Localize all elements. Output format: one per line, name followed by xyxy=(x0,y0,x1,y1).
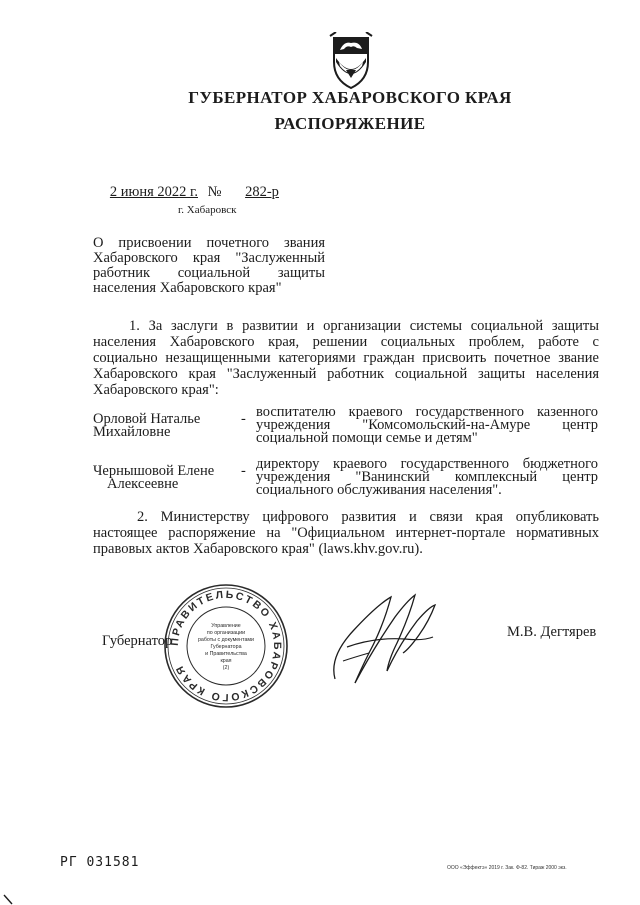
recipient-desc-line: социального обслуживания населения". xyxy=(256,482,502,498)
document-type-title: РАСПОРЯЖЕНИЕ xyxy=(274,114,426,133)
paragraph-line: 1. За заслуги в развитии и организации системы социальной защиты xyxy=(129,318,599,334)
seal-center-line: и Правительства xyxy=(205,651,247,657)
signatory-title: Губернатор xyxy=(102,633,173,649)
subject-line: О присвоении почетного звания xyxy=(93,235,325,251)
paragraph-line: правовых актов Хабаровского края" (laws.khv.gov.ru). xyxy=(93,541,423,557)
seal-center-line: по организации xyxy=(206,630,246,636)
coat-of-arms-icon xyxy=(326,32,376,90)
printer-imprint: ООО «Эффектэ» 2019 г. Зак. Ф-82. Тираж 2000 экз. xyxy=(447,865,567,871)
paragraph-line: 2. Министерству цифрового развития и связи края опубликовать xyxy=(137,509,599,525)
seal-ring-text: ПРАВИТЕЛЬСТВО ХАБАРОВСКОГО КРАЯ xyxy=(168,588,284,704)
recipient-1-dash: - xyxy=(241,411,246,427)
recipient-1-name xyxy=(93,413,243,439)
document-date: 2 июня 2022 г. xyxy=(109,184,198,200)
corner-mark-icon xyxy=(3,893,15,905)
recipient-name-line: Михайловне xyxy=(93,424,171,440)
document-date-line xyxy=(100,184,321,201)
recipient-2-description xyxy=(256,458,598,497)
paragraph-line: населения Хабаровского края, решении социальных проблем, работе с xyxy=(93,334,599,350)
handwritten-signature-icon xyxy=(325,587,443,691)
paragraph-line: настоящее распоряжение на "Официальном интернет-портале нормативных xyxy=(93,525,599,541)
document-authority-title: ГУБЕРНАТОР ХАБАРОВСКОГО КРАЯ xyxy=(188,88,512,107)
seal-center-line: работы с документами xyxy=(197,637,255,643)
seal-center-line: (2) xyxy=(222,665,230,671)
paragraph-1 xyxy=(93,318,599,398)
recipient-name-line: Чернышовой Елене xyxy=(93,463,215,479)
paragraph-2 xyxy=(93,509,599,557)
paragraph-line: Хабаровского края "Заслуженный работник социальной защиты населения xyxy=(93,366,599,382)
document-subject xyxy=(93,236,325,296)
recipient-desc-line: воспитателю краевого государственного казенного xyxy=(256,404,598,420)
paragraph-line: социально незащищенными категориями граждан присвоить почетное звание xyxy=(93,350,599,366)
recipient-desc-line: учреждения "Комсомольский-на-Амуре центр xyxy=(256,417,598,433)
number-label: № xyxy=(207,184,222,200)
recipient-desc-line: социальной помощи семье и детям" xyxy=(256,430,478,446)
recipient-name-line: Алексеевне xyxy=(107,476,179,492)
paragraph-line: Хабаровского края": xyxy=(93,382,219,398)
seal-center-line: края xyxy=(220,658,232,664)
document-city: г. Хабаровск xyxy=(178,204,237,216)
recipient-2-name xyxy=(93,465,243,491)
form-serial-number: РГ 031581 xyxy=(60,855,140,870)
signatory-name: М.В. Дегтярев xyxy=(507,624,597,640)
recipient-2-dash: - xyxy=(241,463,246,479)
seal-center-line: Управление xyxy=(211,623,241,629)
subject-line: Хабаровского края "Заслуженный xyxy=(93,250,325,266)
subject-line: работник социальной защиты xyxy=(93,265,325,281)
recipient-1-description xyxy=(256,406,598,445)
subject-line: населения Хабаровского края" xyxy=(93,280,282,296)
recipient-desc-line: учреждения "Ванинский комплексный центр xyxy=(256,469,598,485)
recipient-desc-line: директору краевого государственного бюджетного xyxy=(256,456,598,472)
recipient-name-line: Орловой Наталье xyxy=(93,411,201,427)
seal-center-line: Губернатора xyxy=(210,644,242,650)
document-number: 282-р xyxy=(245,184,279,200)
official-seal-icon xyxy=(163,583,289,709)
